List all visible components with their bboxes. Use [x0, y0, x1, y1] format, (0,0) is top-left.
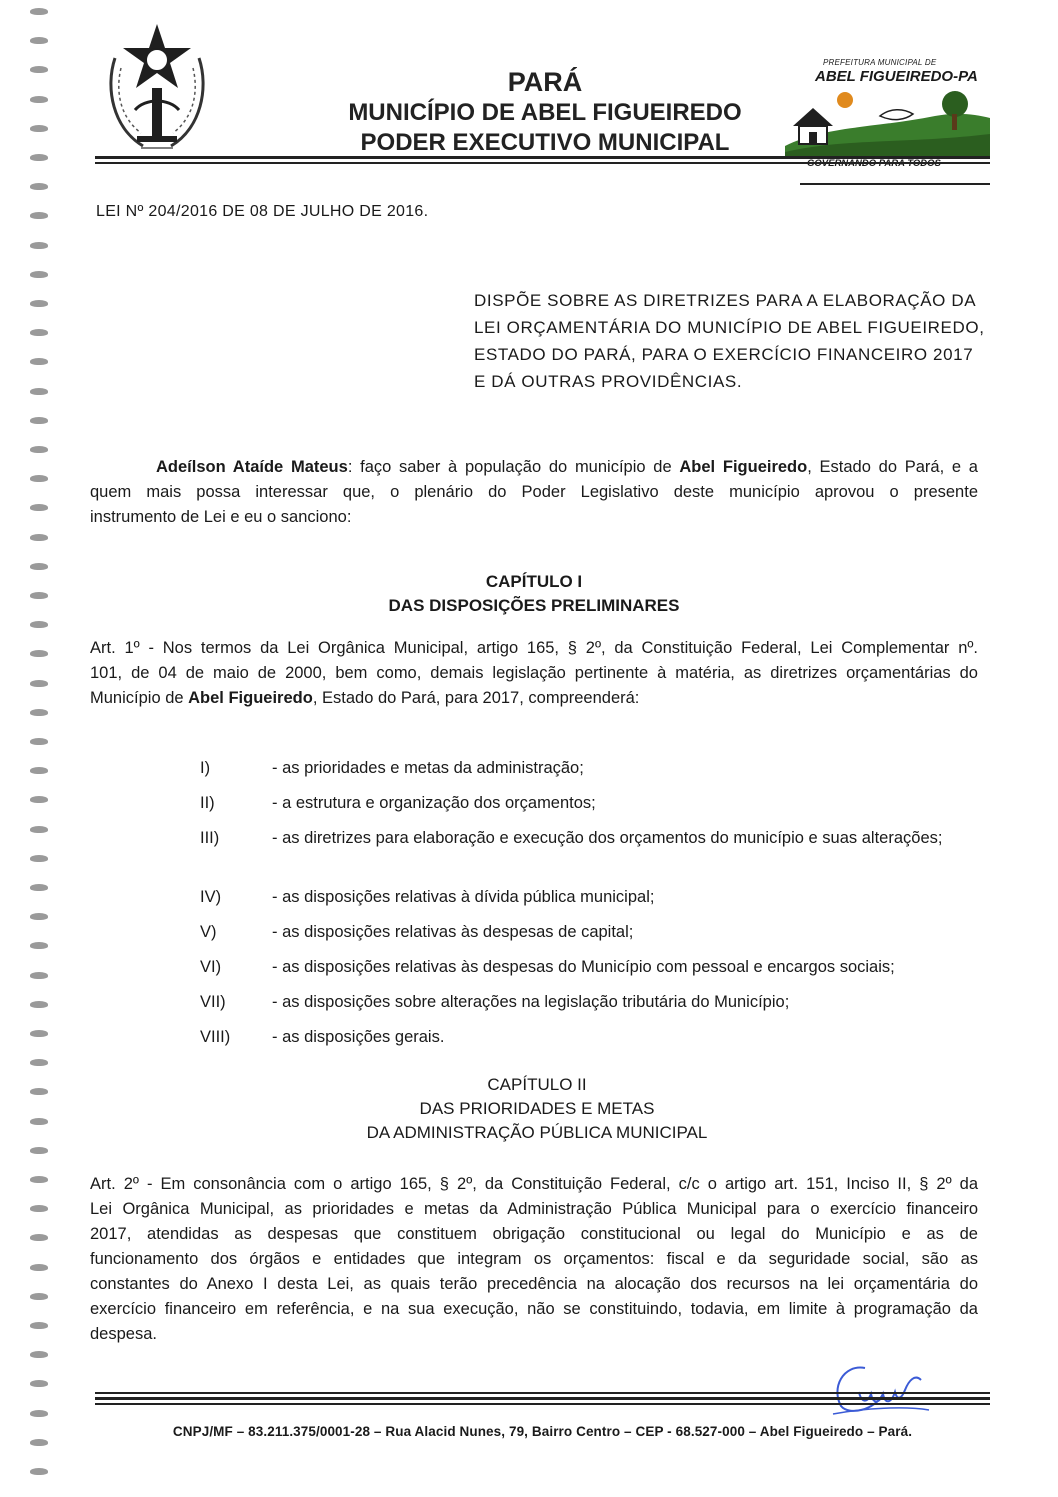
punch-hole — [30, 329, 48, 336]
punch-hole — [30, 417, 48, 424]
item-number: VI) — [200, 958, 222, 976]
header-rule-logo — [800, 183, 990, 185]
enactment-paragraph — [90, 455, 978, 530]
item-text: - a estrutura e organização dos orçamentos; — [272, 794, 596, 812]
punch-hole — [30, 972, 48, 979]
chapter-subtitle: DA ADMINISTRAÇÃO PÚBLICA MUNICIPAL — [366, 1123, 708, 1142]
article-2 — [90, 1172, 978, 1347]
punch-hole — [30, 826, 48, 833]
mayor-name: Adeílson Ataíde Mateus — [156, 458, 348, 476]
punch-hole — [30, 1468, 48, 1475]
punch-hole — [30, 1439, 48, 1446]
paragraph-line: Art. 2º - Em consonância com o artigo 165, § 2º, da Constituição Federal, c/c o artigo art. 151, Inciso II, § 2º da — [90, 1175, 978, 1193]
prefeitura-logo — [785, 58, 990, 170]
paragraph-text: , Estado do Pará, para 2017, compreenderá: — [312, 689, 640, 707]
chapter-2-heading — [8, 1073, 1058, 1145]
footer-rule-thin — [95, 1403, 990, 1405]
punch-hole — [30, 942, 48, 949]
punch-hole — [30, 1030, 48, 1037]
item-number: II) — [200, 794, 215, 812]
punch-hole — [30, 1147, 48, 1154]
punch-holes — [30, 0, 52, 1497]
paragraph-line: constantes do Anexo I desta Lei, as quais terão precedência na alocação dos recursos na lei orçamentária do — [90, 1275, 978, 1293]
chapter-subtitle: DAS DISPOSIÇÕES PRELIMINARES — [388, 596, 680, 615]
punch-hole — [30, 1205, 48, 1212]
punch-hole — [30, 1176, 48, 1183]
list-item — [200, 885, 980, 920]
punch-hole — [30, 1059, 48, 1066]
chapter-subtitle: DAS PRIORIDADES E METAS — [419, 1099, 655, 1118]
punch-hole — [30, 1380, 48, 1387]
summary-line: LEI ORÇAMENTÁRIA DO MUNICÍPIO DE ABEL FIGUEIREDO, — [474, 318, 985, 337]
punch-hole — [30, 66, 48, 73]
paragraph-line: instrumento de Lei e eu o sanciono: — [90, 508, 352, 526]
punch-hole — [30, 855, 48, 862]
summary-line: ESTADO DO PARÁ, PARA O EXERCÍCIO FINANCEIRO 2017 — [474, 345, 974, 364]
municipal-crest-icon — [95, 18, 215, 156]
municipality-name: MUNICÍPIO DE ABEL FIGUEIREDO — [348, 99, 742, 126]
letterhead-title — [325, 66, 765, 158]
paragraph-line: quem mais possa interessar que, o plenário do Poder Legislativo deste município aprovou o presente — [90, 483, 978, 501]
punch-hole — [30, 738, 48, 745]
footer-address: CNPJ/MF – 83.211.375/0001-28 – Rua Alacid Nunes, 79, Bairro Centro – CEP - 68.527-000 – Abel Figueiredo – Pará. — [172, 1424, 913, 1439]
article-1-items — [200, 756, 980, 1060]
municipality-ref: Abel Figueiredo — [188, 689, 313, 707]
executive-power: PODER EXECUTIVO MUNICIPAL — [360, 129, 730, 156]
punch-hole — [30, 358, 48, 365]
paragraph-line: 101, de 04 de maio de 2000, bem como, demais legislação pertinente à matéria, as diretrizes orçamentárias do — [90, 664, 978, 682]
punch-hole — [30, 1264, 48, 1271]
punch-hole — [30, 1293, 48, 1300]
list-item — [200, 1025, 980, 1060]
punch-hole — [30, 212, 48, 219]
logo-landscape-icon — [785, 86, 990, 158]
list-item — [200, 920, 980, 955]
footer-rule — [95, 1392, 990, 1394]
punch-hole — [30, 796, 48, 803]
paragraph-line: despesa. — [90, 1325, 157, 1343]
punch-hole — [30, 680, 48, 687]
punch-hole — [30, 884, 48, 891]
paragraph-line: exercício financeiro em referência, e na sua execução, não se constituindo, todavia, em limite à programação da — [90, 1300, 978, 1318]
logo-title: ABEL FIGUEIREDO-PA — [815, 68, 978, 85]
paragraph-text: Município de — [90, 689, 189, 707]
punch-hole — [30, 1322, 48, 1329]
punch-hole — [30, 767, 48, 774]
chapter-title: CAPÍTULO I — [485, 572, 583, 591]
punch-hole — [30, 709, 48, 716]
logo-small-text: PREFEITURA MUNICIPAL DE — [823, 58, 937, 67]
punch-hole — [30, 125, 48, 132]
signature-initials-icon — [825, 1350, 935, 1420]
punch-hole — [30, 504, 48, 511]
paragraph-text: : faço saber à população do município de — [347, 458, 680, 476]
list-item — [200, 756, 980, 791]
punch-hole — [30, 242, 48, 249]
item-number: VII) — [200, 993, 226, 1011]
punch-hole — [30, 563, 48, 570]
municipality-ref: Abel Figueiredo — [679, 458, 808, 476]
list-item — [200, 990, 980, 1025]
paragraph-line: Lei Orgânica Municipal, as prioridades e metas da Administração Pública Municipal para o exercício financeiro — [90, 1200, 978, 1218]
list-item — [200, 955, 980, 990]
chapter-1-heading — [5, 570, 1058, 618]
chapter-title: CAPÍTULO II — [487, 1075, 587, 1094]
item-text: - as diretrizes para elaboração e execução dos orçamentos do município e suas alterações; — [272, 829, 943, 847]
punch-hole — [30, 1351, 48, 1358]
punch-hole — [30, 388, 48, 395]
paragraph-line: Art. 1º - Nos termos da Lei Orgânica Municipal, artigo 165, § 2º, da Constituição Federal, Lei Complementar nº. — [90, 639, 978, 657]
punch-hole — [30, 96, 48, 103]
punch-hole — [30, 8, 48, 15]
punch-hole — [30, 1234, 48, 1241]
punch-hole — [30, 475, 48, 482]
punch-hole — [30, 154, 48, 161]
paragraph-line: 2017, atendidas as despesas que constituem obrigação constitucional ou legal do Município e as de — [90, 1225, 978, 1243]
punch-hole — [30, 271, 48, 278]
footer-rule-thick — [95, 1397, 990, 1400]
item-number: III) — [200, 829, 220, 847]
law-identifier: LEI Nº 204/2016 DE 08 DE JULHO DE 2016. — [96, 203, 429, 220]
article-1 — [90, 636, 978, 711]
punch-hole — [30, 650, 48, 657]
item-text: - as disposições sobre alterações na legislação tributária do Município; — [272, 993, 790, 1011]
item-number: IV) — [200, 888, 222, 906]
item-text: - as prioridades e metas da administração; — [272, 759, 584, 777]
punch-hole — [30, 621, 48, 628]
item-text: - as disposições relativas às despesas de capital; — [272, 923, 634, 941]
paragraph-text: , Estado do Pará, e a — [807, 458, 978, 476]
header-rule — [95, 156, 990, 159]
header-rule-thin — [95, 162, 990, 164]
punch-hole — [30, 913, 48, 920]
summary-line: E DÁ OUTRAS PROVIDÊNCIAS. — [474, 372, 743, 391]
punch-hole — [30, 183, 48, 190]
paragraph-line: funcionamento dos órgãos e entidades que integram os orçamentos: fiscal e da seguridade social, são as — [90, 1250, 978, 1268]
punch-hole — [30, 1001, 48, 1008]
item-number: V) — [200, 923, 217, 941]
item-number: VIII) — [200, 1028, 231, 1046]
punch-hole — [30, 37, 48, 44]
item-text: - as disposições gerais. — [272, 1028, 445, 1046]
punch-hole — [30, 300, 48, 307]
punch-hole — [30, 1410, 48, 1417]
list-item — [200, 791, 980, 826]
item-text: - as disposições relativas às despesas do Município com pessoal e encargos sociais; — [272, 958, 895, 976]
item-number: I) — [200, 759, 211, 777]
summary-line: DISPÕE SOBRE AS DIRETRIZES PARA A ELABORAÇÃO DA — [474, 291, 977, 310]
item-text: - as disposições relativas à dívida pública municipal; — [272, 888, 655, 906]
state-name: PARÁ — [507, 67, 583, 97]
punch-hole — [30, 534, 48, 541]
punch-hole — [30, 446, 48, 453]
law-summary — [474, 287, 984, 395]
list-item — [200, 826, 980, 885]
